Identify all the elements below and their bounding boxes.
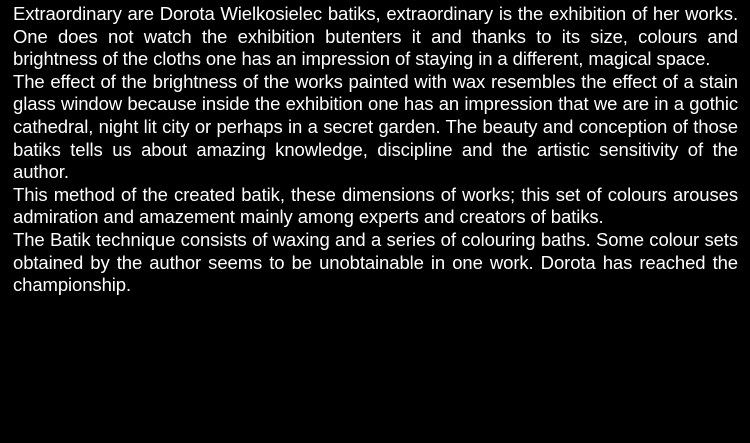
- paragraph-exhibition-intro: Extraordinary are Dorota Wielkosielec batiks, extraordinary is the exhibition of her works. One does not watch the exhibition butenters it and thanks to its size, colours and brightness of the cloths one has an impression of staying in a different, magical space.: [13, 3, 738, 70]
- paragraph-batik-technique: The Batik technique consists of waxing and a series of colouring baths. Some colour sets obtained by the author seems to be unobtainable in one work. Dorota has reached the championship.: [13, 228, 738, 296]
- paragraph-brightness-effect: The effect of the brightness of the works painted with wax resembles the effect of a stain glass window because inside the exhibition one has an impression that we are in a gothic cathedral, night lit city or perhaps in a secret garden. The beauty and conception of those batiks tells us about amazing knowledge, discipline and the artistic sensitivity of the author.: [13, 70, 738, 183]
- paragraph-batik-method: This method of the created batik, these dimensions of works; this set of colours arouses admiration and amazement mainly among experts and creators of batiks.: [13, 183, 738, 228]
